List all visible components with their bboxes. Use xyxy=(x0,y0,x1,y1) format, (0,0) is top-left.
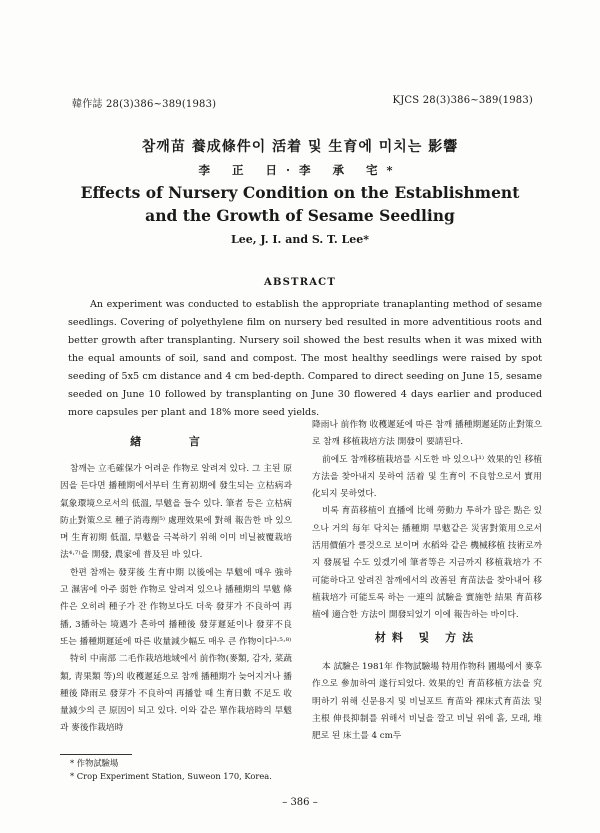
introduction-heading: 緖 言 xyxy=(130,435,222,448)
abstract-heading: ABSTRACT xyxy=(264,277,336,288)
methods-column xyxy=(312,659,542,745)
methods-heading: 材料 및 方法 xyxy=(374,631,480,644)
right-paragraph: 비록 育苗移植이 直播에 比해 勞動力 투하가 많은 點은 있으나 거의 每年 닥치는 播種期 旱魃같은 災害對策用으로서 活用價値가 클것으로 보이며 水稻와 같은 機械移植 技術로까지 發展될 수도 있겠기에 筆者等은 지금까지 移植栽培가 不可能하다고 알려진 참깨에서의 改善된 育苗法을 찾아내어 移植栽培가 可能토록 하는 一連의 試驗을 實施한 結果 育苗移植에 適合한 方法이 開發되었기 이에 報告하는 바이다. xyxy=(312,506,542,621)
english-title-line2: and the Growth of Sesame Seedling xyxy=(145,206,455,225)
korean-title: 참깨苗 養成條件이 活着 및 生育에 미치는 影響 xyxy=(141,139,459,155)
right-paragraph: 降雨나 前作物 收穫遲延에 따른 참깨 播種期遲延防止對策으로 참깨 移植栽培方法 開發이 要請된다. xyxy=(312,420,542,448)
methods-paragraph: 本 試驗은 1981年 作物試驗場 特用作物科 圃場에서 麥후作으로 參加하여 遂行되었다. 效果的인 育苗移植方法을 究明하기 위해 신문용지 및 비닐포트 育苗와 裸床式育苗法 및 主根 伸長抑制를 위해서 비닐을 깔고 비닐 위에 흙, 모래, 堆肥로 된 床土를 4 cm두 xyxy=(312,662,542,742)
intro-paragraph: 참깨는 立毛確保가 어려운 作物로 알려져 있다. 그 主된 原因을 든다면 播種期에서부터 生育初期에 發生되는 立枯病과 氣象環境으로서의 低溫, 旱魃을 들수 있다. 筆者 등은 立枯病 防止對策으로 種子消毒劑⁵⁾ 處理效果에 對해 報告한 바 있으며 生育初期 低溫, 旱魃을 극복하기 위해 이미 비닐被覆栽培法⁴·⁷⁾을 開發, 農家에 普及된 바 있다. xyxy=(60,464,292,561)
introduction-column xyxy=(60,461,292,738)
footnote-rule xyxy=(60,754,132,755)
intro-paragraph: 한편 참깨는 發芽後 生育中期 以後에는 旱魃에 매우 強하고 濕害에 아주 弱한 作物로 알려져 있으나 播種期의 旱魃 條件은 오히려 種子가 잔 作物보다도 더욱 發芽가 不良하여 再播, 3播하는 境遇가 흔하여 播種後 發芽遲延이나 發芽不良 또는 播種期遲延에 따른 收量減少幅도 매우 큰 作物이다³·⁵·⁸⁾ xyxy=(60,567,292,647)
journal-citation-korean: 韓作誌 28(3)386~389(1983) xyxy=(72,99,217,110)
english-title-line1: Effects of Nursery Condition on the Establishment xyxy=(80,183,520,202)
footnote-line: * Crop Experiment Station, Suweon 170, Korea. xyxy=(70,771,272,781)
footnote-line: * 作物試驗場 xyxy=(70,758,119,768)
abstract-text: An experiment was conducted to establish the appropriate tranaplanting method of sesame seedlings. Covering of polyethylene film on nursery bed resulted in more adventitious roots and better growth after transplanting. Nursery soil showed the best results when it was mixed with the equal amounts of soil, sand and compost. The most healthy seedlings were raised by spot seeding of 5x5 cm distance and 4 cm bed-depth. Compared to direct seeding on June 15, sesame seeded on June 10 followed by transplanting on June 30 flowered 4 days earlier and produced more capsules per plant and 18% more seed yields. xyxy=(68,299,542,418)
right-paragraph: 前에도 참깨移植栽培를 시도한 바 있으나¹⁾ 效果的인 移植方法을 찾아내지 못하여 活着 및 生育이 不良함으로서 實用化되지 못하였다. xyxy=(312,454,542,500)
journal-citation-english: KJCS 28(3)386~389(1983) xyxy=(392,95,533,106)
intro-paragraph: 特히 中南部 二毛作栽培地域에서 前作物(麥類, 감자, 菜蔬類, 靑果類 等)의 收穫遲延으로 참깨 播種期가 늦어지거나 播種後 降雨로 發芽가 不良하여 再播할 때 生育日數 不足도 收量減少의 큰 原因이 되고 있다. 이와 같은 單作栽培時의 旱魃과 麥後作栽培時 xyxy=(60,654,292,734)
footnote xyxy=(70,757,272,783)
page-number: – 386 – xyxy=(282,797,318,808)
abstract-body xyxy=(68,296,542,422)
english-authors: Lee, J. I. and S. T. Lee* xyxy=(231,233,369,246)
korean-authors: 李 正 日·李 承 宅* xyxy=(198,163,402,177)
right-column-top xyxy=(312,417,542,625)
